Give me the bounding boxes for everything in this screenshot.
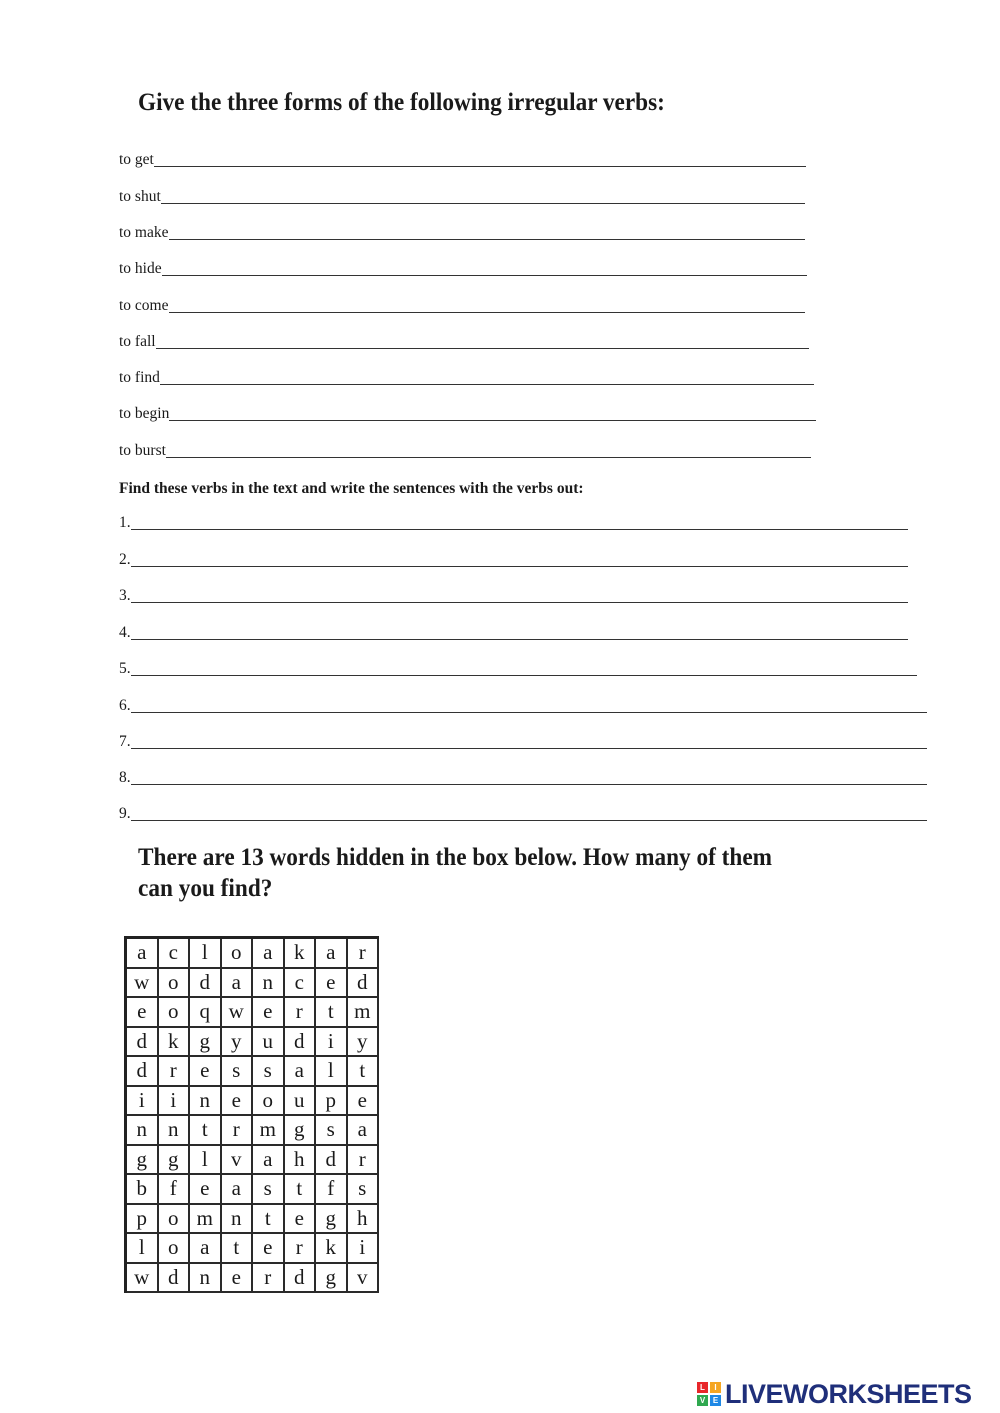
grid-cell[interactable]: a [315,938,347,968]
grid-cell[interactable]: d [347,968,379,998]
grid-cell[interactable]: a [252,1145,284,1175]
grid-cell[interactable]: e [221,1086,253,1116]
sentence-row [119,623,908,643]
grid-cell[interactable]: r [347,1145,379,1175]
grid-cell[interactable]: k [315,1233,347,1263]
grid-cell[interactable]: r [221,1115,253,1145]
grid-cell[interactable]: o [158,968,190,998]
grid-cell[interactable]: g [158,1145,190,1175]
grid-cell[interactable]: u [284,1086,316,1116]
sentence-row [119,768,927,788]
brand-name: LIVEWORKSHEETS [725,1378,972,1409]
logo-tile: L [697,1382,708,1393]
grid-cell[interactable]: i [347,1233,379,1263]
grid-cell[interactable]: a [221,968,253,998]
grid-cell[interactable]: a [252,938,284,968]
grid-cell[interactable]: g [315,1263,347,1293]
grid-cell[interactable]: r [252,1263,284,1293]
grid-cell[interactable]: f [315,1174,347,1204]
answer-line[interactable] [131,661,917,676]
answer-line[interactable] [169,225,806,240]
grid-cell[interactable]: l [315,1056,347,1086]
answer-line[interactable] [131,698,927,713]
grid-cell[interactable]: o [158,1233,190,1263]
grid-cell[interactable]: i [126,1086,158,1116]
grid-cell[interactable]: r [158,1056,190,1086]
grid-cell[interactable]: v [221,1145,253,1175]
sentence-number: 7. [119,733,131,750]
answer-line[interactable] [169,298,806,313]
grid-cell[interactable]: k [284,938,316,968]
answer-line[interactable] [169,406,816,421]
verb-row [119,441,811,461]
verb-label: to begin [119,405,170,422]
grid-cell[interactable]: t [284,1174,316,1204]
verb-label: to shut [119,188,161,205]
grid-row [126,938,379,968]
grid-cell[interactable]: c [158,938,190,968]
sentence-number: 1. [119,514,131,531]
grid-cell[interactable]: s [347,1174,379,1204]
grid-cell[interactable]: l [189,1145,221,1175]
grid-cell[interactable]: e [189,1056,221,1086]
grid-cell[interactable]: a [221,1174,253,1204]
sentence-row [119,659,917,679]
grid-cell[interactable]: e [347,1086,379,1116]
grid-cell[interactable]: q [189,997,221,1027]
grid-row [126,1174,379,1204]
grid-cell[interactable]: k [158,1027,190,1057]
verb-row [119,187,805,207]
verb-label: to make [119,224,169,241]
grid-cell[interactable]: a [284,1056,316,1086]
grid-cell[interactable]: g [126,1145,158,1175]
verb-label: to fall [119,333,156,350]
grid-cell[interactable]: s [252,1174,284,1204]
grid-cell[interactable]: c [284,968,316,998]
grid-cell[interactable]: i [158,1086,190,1116]
grid-cell[interactable]: b [126,1174,158,1204]
grid-cell[interactable]: m [252,1115,284,1145]
grid-cell[interactable]: o [221,938,253,968]
grid-cell[interactable]: e [252,997,284,1027]
answer-line[interactable] [160,370,814,385]
heading-irregular-verbs: Give the three forms of the following irregular verbs: [138,89,665,116]
verb-label: to hide [119,260,162,277]
grid-row [126,1115,379,1145]
answer-line[interactable] [161,189,805,204]
verb-row [119,332,809,352]
grid-cell[interactable]: r [284,997,316,1027]
grid-cell[interactable]: t [347,1056,379,1086]
logo-tile: I [710,1382,721,1393]
grid-cell[interactable]: g [284,1115,316,1145]
grid-cell[interactable]: e [284,1204,316,1234]
answer-line[interactable] [131,515,908,530]
grid-cell[interactable]: e [221,1263,253,1293]
grid-cell[interactable]: e [315,968,347,998]
grid-cell[interactable]: o [158,1204,190,1234]
answer-line[interactable] [162,261,807,276]
sentence-number: 6. [119,697,131,714]
logo-tile: V [697,1395,708,1406]
grid-cell[interactable]: u [252,1027,284,1057]
sentence-row [119,513,908,533]
answer-line[interactable] [154,152,806,167]
grid-cell[interactable]: m [347,997,379,1027]
grid-cell[interactable]: s [221,1056,253,1086]
verb-label: to find [119,369,160,386]
answer-line[interactable] [131,588,908,603]
grid-row [126,997,379,1027]
answer-line[interactable] [156,334,809,349]
grid-cell[interactable]: f [158,1174,190,1204]
grid-row [126,1056,379,1086]
grid-row [126,1263,379,1293]
answer-line[interactable] [166,443,811,458]
sentence-number: 3. [119,587,131,604]
sentence-number: 4. [119,624,131,641]
answer-line[interactable] [131,552,908,567]
grid-cell[interactable]: t [315,997,347,1027]
grid-cell[interactable]: d [158,1263,190,1293]
grid-cell[interactable]: d [315,1145,347,1175]
sentence-number: 5. [119,660,131,677]
grid-cell[interactable]: r [284,1233,316,1263]
liveworksheets-icon [697,1382,721,1406]
grid-cell[interactable]: n [158,1115,190,1145]
grid-row [126,1233,379,1263]
grid-cell[interactable]: e [126,997,158,1027]
answer-line[interactable] [131,734,927,749]
grid-cell[interactable]: o [252,1086,284,1116]
grid-cell[interactable]: d [189,968,221,998]
verb-row [119,368,814,388]
grid-cell[interactable]: m [189,1204,221,1234]
grid-cell[interactable]: n [189,1086,221,1116]
liveworksheets-logo [697,1377,972,1411]
grid-cell[interactable]: n [189,1263,221,1293]
grid-cell[interactable]: g [189,1027,221,1057]
grid-cell[interactable]: d [284,1263,316,1293]
logo-tile: E [710,1395,721,1406]
grid-cell[interactable]: l [126,1233,158,1263]
grid-cell[interactable]: n [126,1115,158,1145]
grid-cell[interactable]: t [252,1204,284,1234]
grid-cell[interactable]: s [252,1056,284,1086]
verb-row [119,223,805,243]
grid-cell[interactable]: a [126,938,158,968]
sentence-row [119,586,908,606]
grid-row [126,968,379,998]
sentence-number: 9. [119,805,131,822]
grid-cell[interactable]: w [221,997,253,1027]
grid-cell[interactable]: w [126,968,158,998]
grid-cell[interactable]: d [126,1056,158,1086]
verb-row [119,296,805,316]
grid-cell[interactable]: l [189,938,221,968]
grid-cell[interactable]: e [252,1233,284,1263]
verb-row [119,150,806,170]
word-search-grid [124,936,379,1293]
sentence-row [119,732,927,752]
sentence-number: 2. [119,551,131,568]
verb-label: to burst [119,442,166,459]
grid-cell[interactable]: w [126,1263,158,1293]
grid-cell[interactable]: i [315,1027,347,1057]
sentence-row [119,804,927,824]
answer-line[interactable] [131,770,927,785]
grid-cell[interactable]: v [347,1263,379,1293]
grid-cell[interactable]: o [158,997,190,1027]
grid-cell[interactable]: d [284,1027,316,1057]
grid-row [126,1145,379,1175]
grid-cell[interactable]: h [347,1204,379,1234]
verb-row [119,404,816,424]
instruction-sentences: Find these verbs in the text and write the sentences with the verbs out: [119,480,584,497]
grid-cell[interactable]: y [221,1027,253,1057]
sentence-row [119,550,908,570]
heading-word-search: There are 13 words hidden in the box below. How many of them can you find? [138,844,773,902]
answer-line[interactable] [131,625,908,640]
grid-cell[interactable]: a [347,1115,379,1145]
grid-row [126,1086,379,1116]
answer-line[interactable] [131,806,927,821]
grid-cell[interactable]: d [126,1027,158,1057]
grid-cell[interactable]: y [347,1027,379,1057]
grid-cell[interactable]: p [126,1204,158,1234]
grid-row [126,1204,379,1234]
grid-cell[interactable]: e [189,1174,221,1204]
verb-label: to come [119,297,169,314]
grid-cell[interactable]: s [315,1115,347,1145]
verb-label: to get [119,151,154,168]
verb-row [119,259,807,279]
grid-cell[interactable]: h [284,1145,316,1175]
grid-cell[interactable]: t [221,1233,253,1263]
grid-cell[interactable]: t [189,1115,221,1145]
grid-row [126,1027,379,1057]
grid-cell[interactable]: n [221,1204,253,1234]
grid-cell[interactable]: n [252,968,284,998]
grid-cell[interactable]: g [315,1204,347,1234]
grid-cell[interactable]: a [189,1233,221,1263]
sentence-number: 8. [119,769,131,786]
grid-cell[interactable]: r [347,938,379,968]
sentence-row [119,696,927,716]
grid-cell[interactable]: p [315,1086,347,1116]
